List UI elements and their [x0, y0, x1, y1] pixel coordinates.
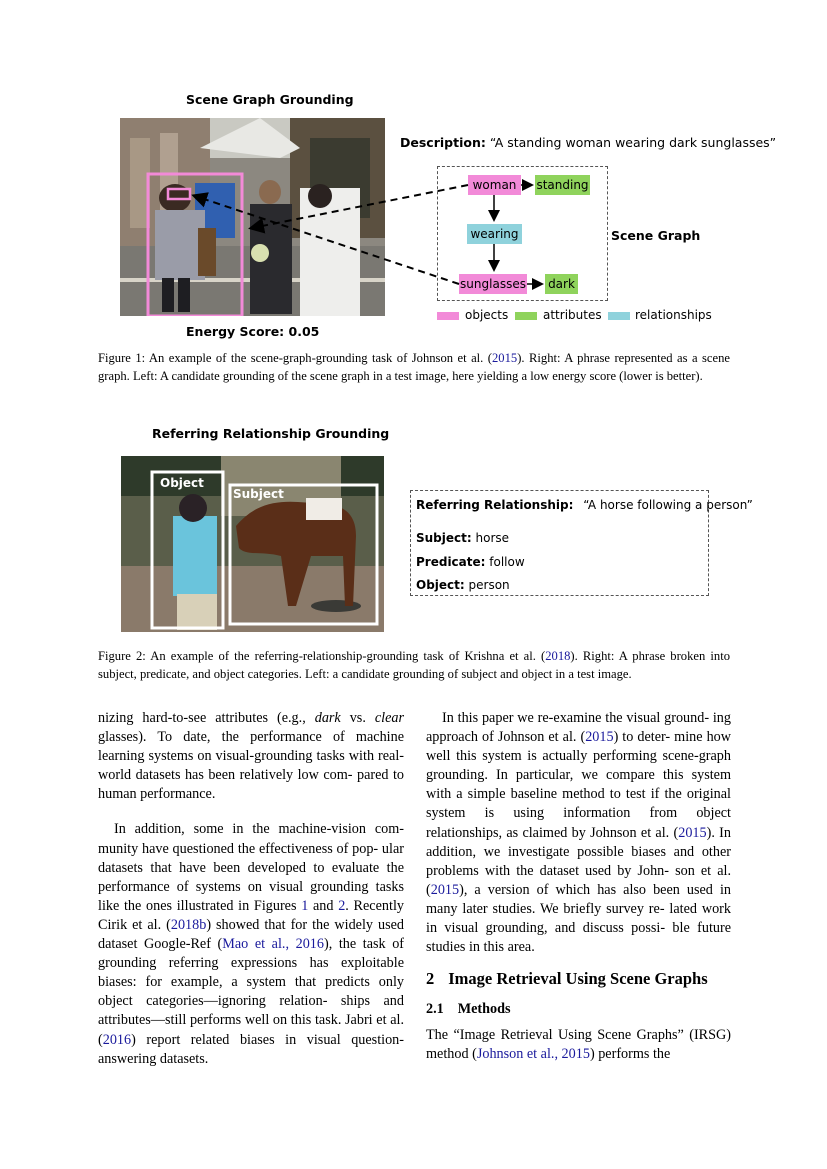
subject-label: Subject:	[416, 531, 472, 545]
legend-objects-label: objects	[465, 308, 509, 322]
scene-graph-label: Scene Graph	[611, 228, 701, 243]
object-box-label: Object	[160, 476, 204, 490]
object-label: Object:	[416, 578, 465, 592]
predicate-line	[416, 555, 525, 569]
description-text: “A standing woman wearing dark sunglasses”	[489, 135, 777, 150]
citation-link[interactable]: Mao et al., 2016	[222, 936, 324, 953]
figure2-title: Referring Relationship Grounding	[152, 426, 390, 441]
subject-line	[416, 531, 509, 545]
caption-text: Figure 2: An example of the referring-relationship-grounding task of Krishna et al. (	[98, 649, 546, 663]
legend-relationships-label: relationships	[635, 308, 712, 322]
figure2-caption	[98, 647, 730, 683]
methods-paragraph: The “Image Retrieval Using Scene Graphs” (IRSG) method (Johnson et al., 2015) performs the	[426, 1027, 731, 1063]
citation-link[interactable]: 2015	[492, 351, 518, 365]
section-title: Image Retrieval Using Scene Graphs	[448, 969, 708, 988]
citation-link[interactable]: 2015	[585, 729, 614, 746]
object-line	[416, 578, 510, 592]
subsection-title: Methods	[457, 1001, 511, 1017]
subsection-number: 2.1	[426, 1001, 444, 1017]
description-label: Description:	[400, 135, 486, 150]
legend-attributes-swatch	[515, 312, 537, 320]
subject-box-label: Subject	[233, 487, 284, 501]
object-value: person	[468, 578, 510, 592]
rr-line	[416, 498, 753, 512]
citation-link[interactable]: Johnson et al., 2015	[476, 1046, 590, 1063]
citation-link[interactable]: 2015	[678, 824, 707, 841]
figure1-caption	[98, 349, 730, 385]
citation-link[interactable]: 2015	[430, 881, 460, 898]
figure-ref-link[interactable]: 1	[301, 897, 309, 914]
figure1-arrows	[0, 0, 827, 400]
predicate-label: Predicate:	[416, 555, 486, 569]
node-standing: standing	[535, 175, 590, 195]
citation-link[interactable]: 2016	[102, 1031, 132, 1048]
figure-ref-link[interactable]: 2	[338, 897, 346, 914]
paragraph: nizing hard-to-see attributes (e.g., dark vs. clear glasses). To date, the performance of machine learning systems on visual-grounding tasks with real-world datasets has been relatively low com- pared to human performance.	[98, 710, 404, 803]
left-column	[98, 709, 404, 1069]
grounding-arrow-woman	[252, 185, 468, 228]
citation-link[interactable]: 2018	[545, 649, 571, 663]
legend-relationships-swatch	[608, 312, 630, 320]
citation-link[interactable]: 2018b	[170, 916, 207, 933]
node-woman: woman	[468, 175, 521, 195]
rr-label: Referring Relationship:	[416, 498, 574, 512]
grounding-arrow-sunglasses	[195, 196, 459, 284]
caption-text: Figure 1: An example of the scene-graph-grounding task of Johnson et al. (	[98, 351, 492, 365]
legend-attributes-label: attributes	[543, 308, 602, 322]
subsection-heading	[426, 1001, 511, 1018]
node-sunglasses: sunglasses	[459, 274, 527, 294]
right-column	[426, 709, 731, 957]
legend-objects-swatch	[437, 312, 459, 320]
node-wearing: wearing	[467, 224, 522, 244]
section-number: 2	[426, 969, 435, 988]
paragraph: In addition, some in the machine-vision com- munity have questioned the effectiveness of pop- ular datasets that have been developed to evaluate the performance of systems on visual grounding tasks like the ones illustrated in Figures 1 and 2. Recently Cirik et al. (2018b) showed that for the widely used dataset Google-Ref (Mao et al., 2016), the task of grounding referring expressions has exploitable biases: for example, a system that predicts only object categories—ignoring relation- ships and attributes—still performs well on this task. Jabri et al. (2016) report related biases in visual question-answering datasets.	[98, 821, 405, 1067]
node-dark: dark	[545, 274, 578, 294]
energy-score-label: Energy Score: 0.05	[186, 324, 320, 339]
caption-text: ). Right: A phrase broken into subject, predicate, and object categories. Left: a candidate grounding of subject and object in a test image.	[98, 649, 730, 681]
subject-value: horse	[475, 531, 510, 545]
paragraph: In this paper we re-examine the visual ground- ing approach of Johnson et al. (2015) to deter- mine how well this system is actually performing scene-graph grounding. In particular, we compare this system with a simple baseline method to test if the original system is using information from object relationships, as claimed by Johnson et al. (2015). In addition, we investigate possible biases and other problems with the dataset used by John- son et al. (2015), a version of which has also been used in many later studies. We briefly survey re- lated work in visual grounding, and discuss possi- ble future studies in this area.	[426, 710, 732, 956]
predicate-value: follow	[489, 555, 525, 569]
caption-text: ). Right: A phrase represented as a scene graph. Left: A candidate grounding of the scene graph in a test image, here yielding a low energy score (lower is better).	[98, 351, 731, 383]
figure1-title: Scene Graph Grounding	[186, 92, 354, 107]
section-heading	[426, 969, 708, 989]
rr-text: “A horse following a person”	[583, 498, 753, 512]
